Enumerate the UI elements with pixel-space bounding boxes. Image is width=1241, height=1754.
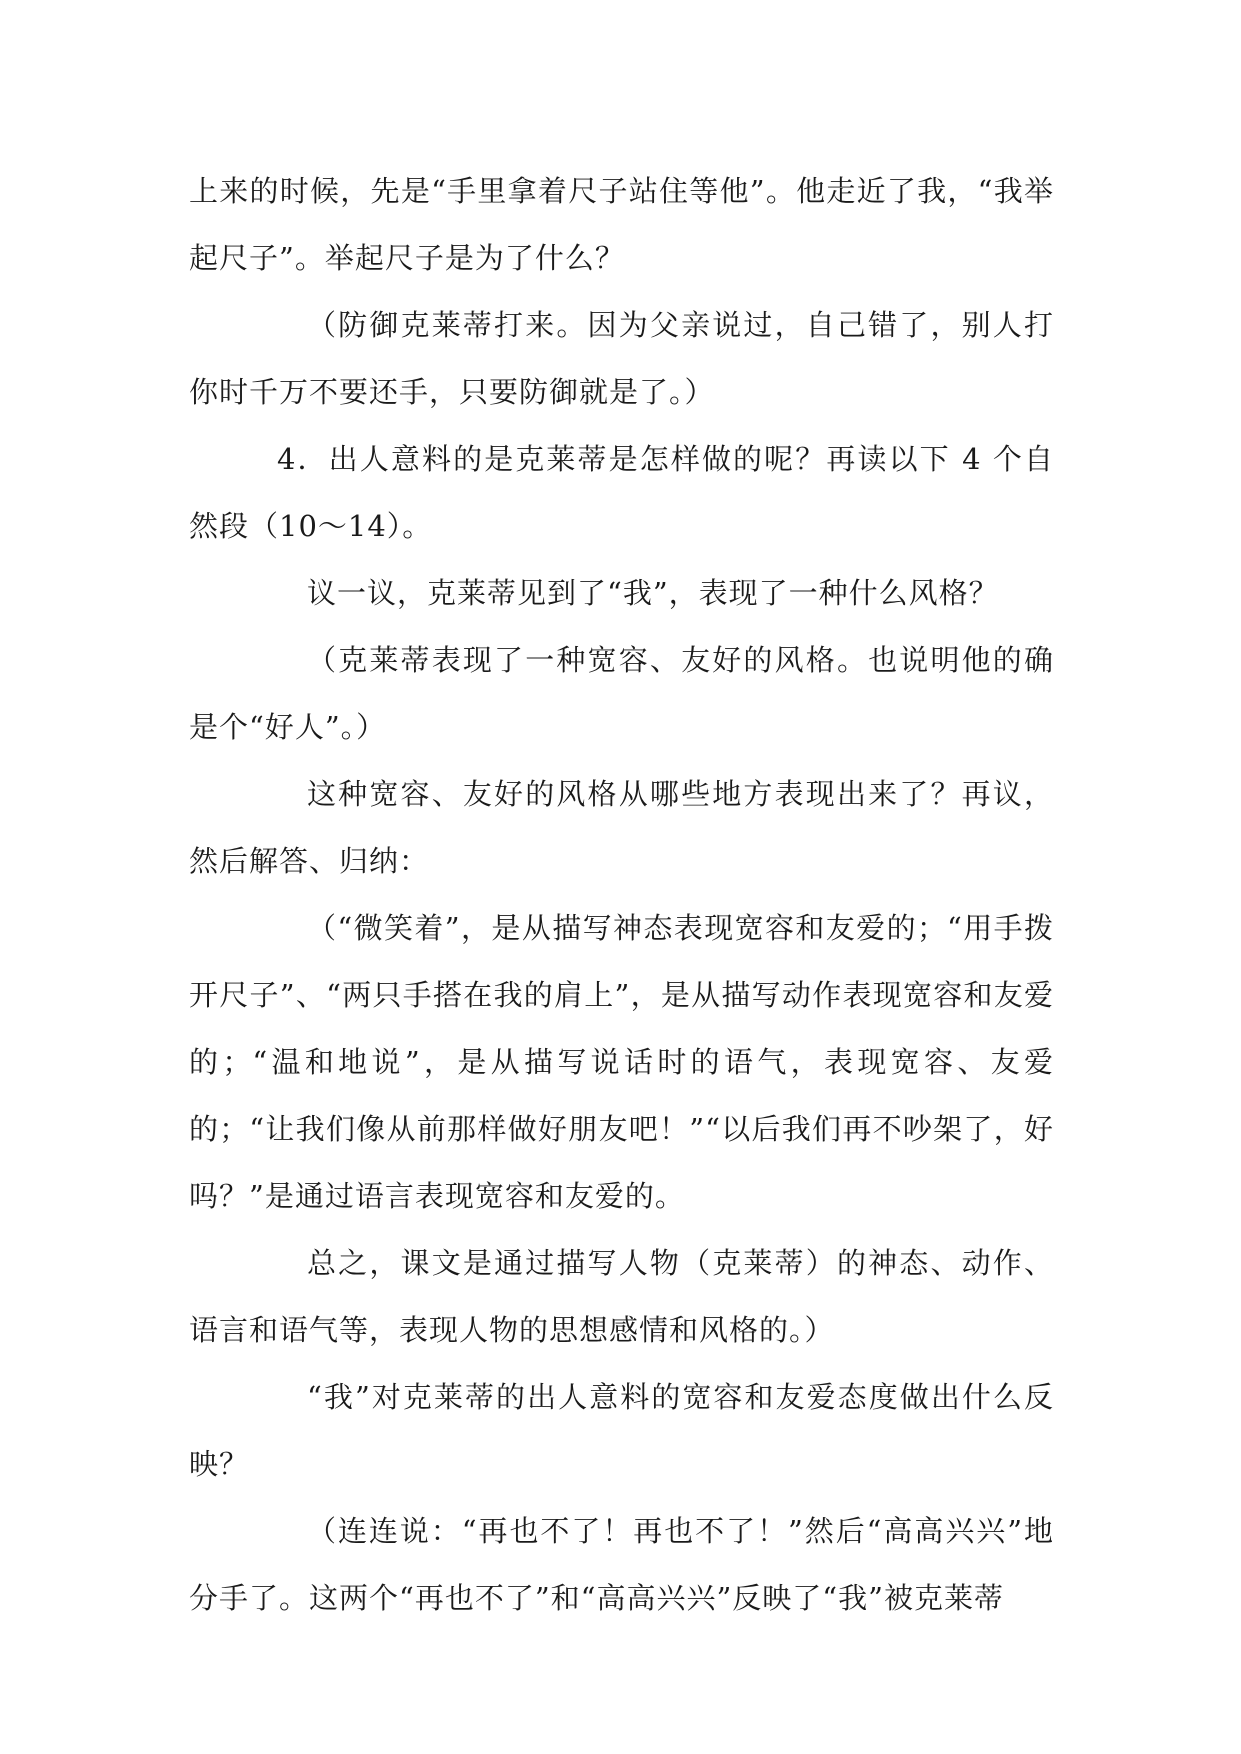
paragraph-discussion-style: 议一议，克莱蒂见到了“我”，表现了一种什么风格？ — [307, 576, 999, 610]
paragraph-summary: 总之，课文是通过描写人物（克莱蒂）的神态、动作、语言和语气等，表现人物的思想感情和风格的。） — [189, 1246, 1054, 1347]
paragraph-answer-defense: （防御克莱蒂打来。因为父亲说过，自己错了，别人打你时千万不要还手，只要防御就是了。） — [189, 308, 1054, 409]
document-body — [189, 158, 1054, 1632]
paragraph-answer-details: （“微笑着”，是从描写神态表现宽容和友爱的；“用手拨开尺子”、“两只手搭在我的肩上”，是从描写动作表现宽容和友爱的；“温和地说”，是从描写说话时的语气，表现宽容、友爱的；“让我们像从前那样做好朋友吧！”“以后我们再不吵架了，好吗？”是通过语言表现宽容和友爱的。 — [189, 911, 1054, 1213]
paragraph-question-where: 这种宽容、友好的风格从哪些地方表现出来了？再议，然后解答、归纳： — [189, 777, 1054, 878]
paragraph-question-reaction: “我”对克莱蒂的出人意料的宽容和友爱态度做出什么反映？ — [189, 1380, 1054, 1481]
paragraph-answer-style: （克莱蒂表现了一种宽容、友好的风格。也说明他的确是个“好人”。） — [189, 643, 1054, 744]
paragraph-answer-reaction: （连连说：“再也不了！再也不了！”然后“高高兴兴”地分手了。这两个“再也不了”和“高高兴兴”反映了“我”被克莱蒂 — [189, 1514, 1054, 1615]
paragraph-question-4: 4．出人意料的是克莱蒂是怎样做的呢？再读以下 4 个自然段（10～14）。 — [189, 442, 1054, 543]
paragraph-continuation: 上来的时候，先是“手里拿着尺子站住等他”。他走近了我，“我举起尺子”。举起尺子是为了什么？ — [189, 174, 1054, 275]
